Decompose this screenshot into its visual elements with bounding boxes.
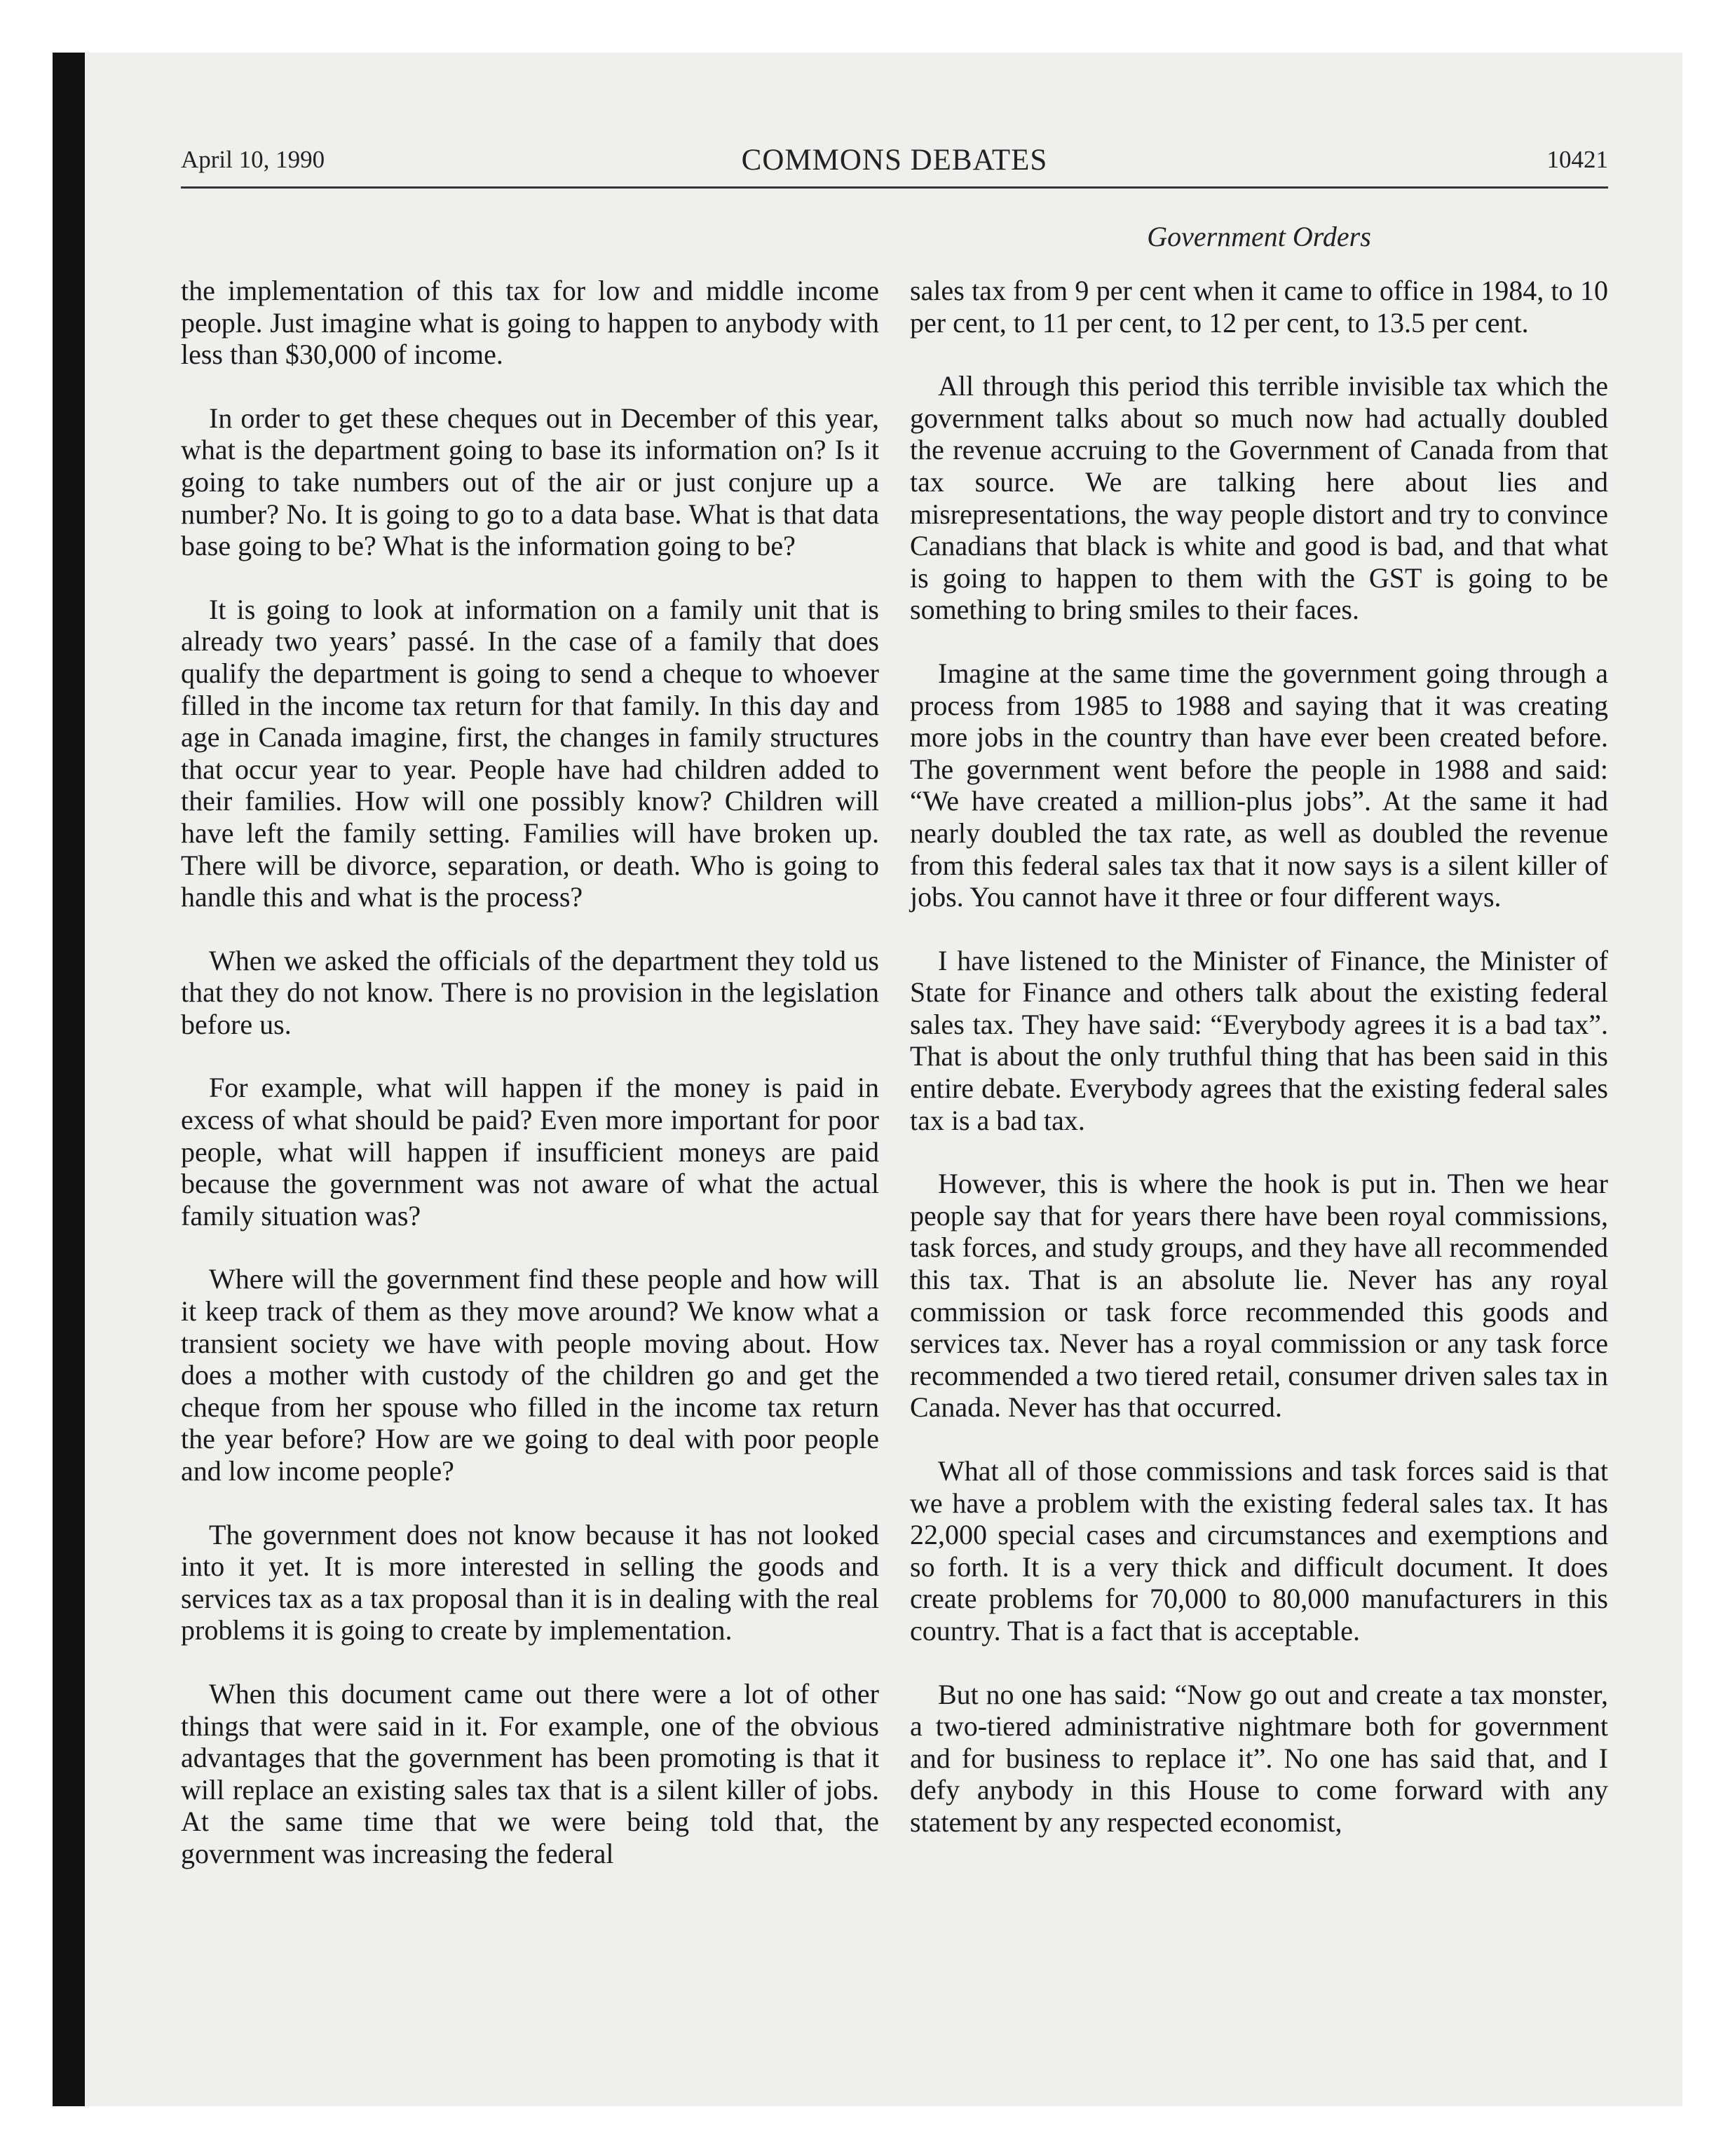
paragraph: It is going to look at information on a family unit that is already two years’ passé. In the case of a family that does qualify the department is going to send a cheque to whoever filled in the income tax return for that family. In this day and age in Canada imagine, first, the changes in family structures that occur year to year. People have had children added to their families. How will one possibly know? Children will have left the family setting. Families will have broken up. There will be divorce, separation, or death. Who is going to handle this and what is the process? (181, 593, 879, 913)
publication-title: COMMONS DEBATES (741, 144, 1048, 177)
paragraph: But no one has said: “Now go out and create a tax monster, a two-tiered administrative nightmare both for government and for business to replace it”. No one has said that, and I defy anybody in this House to come forward with any statement by any respected economist, (910, 1678, 1608, 1838)
page-header (181, 139, 1608, 188)
paragraph: sales tax from 9 per cent when it came to office in 1984, to 10 per cent, to 11 per cent, to 12 per cent, to 13.5 per cent. (910, 275, 1608, 339)
page-number: 10421 (1546, 146, 1608, 173)
paragraph: In order to get these cheques out in December of this year, what is the department going to base its information on? Is it going to take numbers out of the air or just conjure up a number? No. It is going to go to a data base. What is that data base going to be? What is the information going to be? (181, 402, 879, 562)
paragraph: All through this period this terrible invisible tax which the government talks about so much now had actually doubled the revenue accruing to the Government of Canada from that tax source. We are talking here about lies and misrepresentations, the way people distort and try to convince Canadians that black is white and good is bad, and that what is going to happen to them with the GST is going to be something to bring smiles to their faces. (910, 370, 1608, 626)
paragraph: the implementation of this tax for low and middle income people. Just imagine what is going to happen to anybody with less than $30,000 of income. (181, 275, 879, 371)
paragraph: However, this is where the hook is put in. Then we hear people say that for years there have been royal commissions, task forces, and study groups, and they have all recommended this tax. That is an absolute lie. Never has any royal commission or task force recommended this goods and services tax. Never has a royal commission or any task force recommended a two tiered retail, consumer driven sales tax in Canada. Never has that occurred. (910, 1168, 1608, 1424)
paragraph: Imagine at the same time the government going through a process from 1985 to 1988 and saying that it was creating more jobs in the country than have ever been created before. The government went before the people in 1988 and said: “We have created a million-plus jobs”. At the same it had nearly doubled the tax rate, as well as doubled the revenue from this federal sales tax that it now says is a silent killer of jobs. You cannot have it three or four different ways. (910, 657, 1608, 913)
scan-edge-bar (53, 53, 85, 2106)
paragraph: What all of those commissions and task forces said is that we have a problem with the existing federal sales tax. It has 22,000 special cases and circumstances and exemptions and so forth. It is a very thick and difficult document. It does create problems for 70,000 to 80,000 manufacturers in this country. That is a fact that is acceptable. (910, 1455, 1608, 1646)
paragraph: When we asked the officials of the department they told us that they do not know. There is no provision in the legislation before us. (181, 944, 879, 1040)
paragraph: The government does not know because it has not looked into it yet. It is more interested in selling the goods and services tax as a tax proposal than it is in dealing with the real problems it is going to create by implementation. (181, 1518, 879, 1646)
left-column (181, 275, 879, 1902)
right-column (910, 275, 1608, 1870)
paragraph: For example, what will happen if the money is paid in excess of what should be paid? Even more important for poor people, what will happen if insufficient moneys are paid because the government was not aware of what the actual family situation was? (181, 1072, 879, 1231)
header-date: April 10, 1990 (181, 146, 325, 173)
paragraph: Where will the government find these people and how will it keep track of them as they move around? We know what a transient society we have with people moving about. How does a mother with custody of the children go and get the cheque from her spouse who filled in the income tax return the year before? How are we going to deal with poor people and low income people? (181, 1263, 879, 1487)
paragraph: When this document came out there were a lot of other things that were said in it. For example, one of the obvious advantages that the government has been promoting is that it will replace an existing sales tax that is a silent killer of jobs. At the same time that we were being told that, the government was increasing the federal (181, 1677, 879, 1869)
header-rule (181, 186, 1608, 189)
paragraph: I have listened to the Minister of Finance, the Minister of State for Finance and others talk about the existing federal sales tax. They have said: “Everybody agrees it is a bad tax”. That is about the only truthful thing that has been said in this entire debate. Everybody agrees that the existing federal sales tax is a bad tax. (910, 944, 1608, 1136)
section-heading: Government Orders (1147, 221, 1371, 252)
